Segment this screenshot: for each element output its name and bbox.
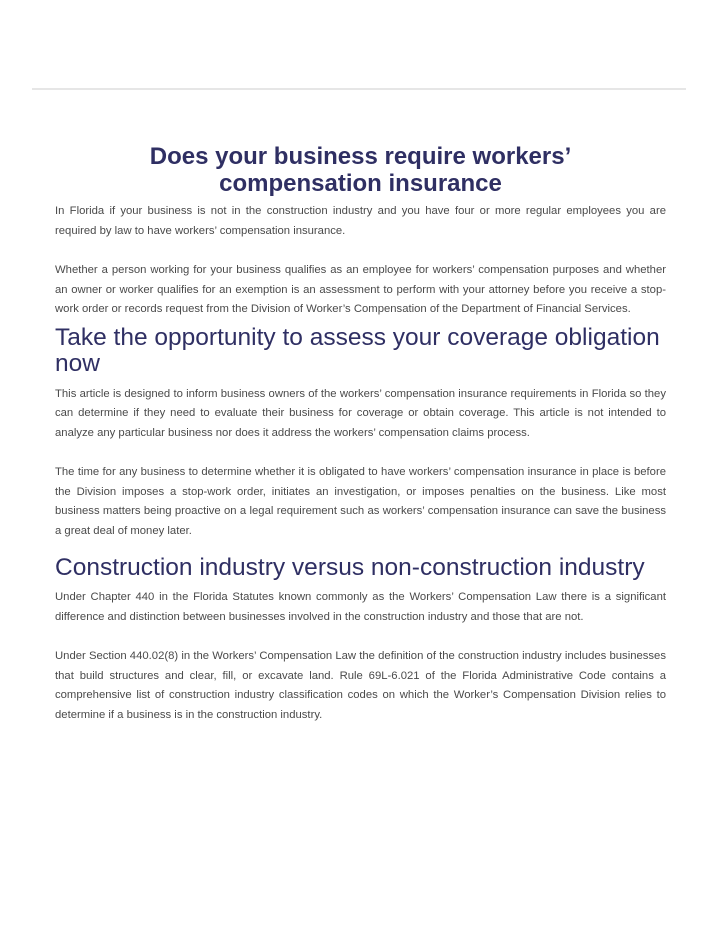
- section-heading-construction-industry: Construction industry versus non-construction industry: [55, 554, 645, 581]
- section-2-paragraph-1: Under Chapter 440 in the Florida Statutes known commonly as the Workers’ Compensation Law there is a significant difference and distinction between businesses involved in the construction industry and those that are not.: [55, 591, 666, 623]
- intro-paragraph-2: Whether a person working for your business qualifies as an employee for workers’ compensation purposes and whether an owner or worker qualifies for an exemption is an assessment to perform with your attorney before you receive a stop-work order or records request from the Division of Worker’s Compensation of the Department of Financial Services.: [55, 264, 666, 315]
- section-2-paragraph-2: Under Section 440.02(8) in the Workers’ Compensation Law the definition of the construction industry includes businesses that build structures and clear, fill, or excavate land. Rule 69L-6.021 of the Florida Administrative Code contains a comprehensive list of construction industry classification codes on which the Worker’s Compensation Division relies to determine if a business is in the construction industry.: [55, 650, 666, 721]
- article-content: [55, 143, 666, 725]
- section-1-paragraph-2: The time for any business to determine whether it is obligated to have workers’ compensation insurance in place is before the Division imposes a stop-work order, initiates an investigation, or imposes penalties on the business. Like most business matters being proactive on a legal requirement such as workers’ compensation insurance can save the business a great deal of money later.: [55, 466, 666, 537]
- section-1-paragraph-1: This article is designed to inform business owners of the workers’ compensation insurance requirements in Florida so they can determine if they need to evaluate their business for coverage or obtain coverage. This article is not intended to analyze any particular business nor does it address the workers’ compensation claims process.: [55, 387, 666, 439]
- section-heading-assess-coverage: Take the opportunity to assess your coverage obligation now: [55, 323, 660, 377]
- intro-paragraph-1: In Florida if your business is not in the construction industry and you have four or more regular employees you are required by law to have workers’ compensation insurance.: [55, 205, 666, 237]
- top-divider: [32, 88, 686, 90]
- document-title: Does your business require workers’ compensation insurance: [149, 143, 572, 197]
